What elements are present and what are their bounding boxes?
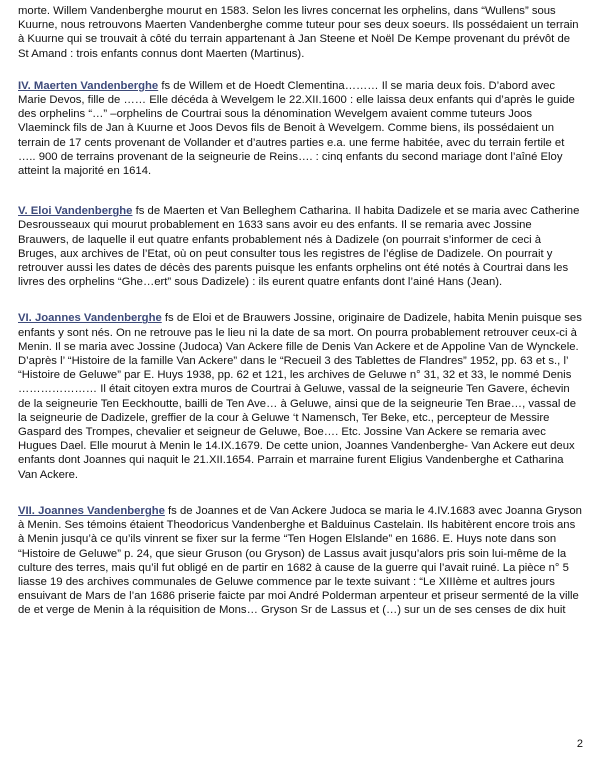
section-heading: V. Eloi Vandenberghe bbox=[18, 205, 133, 218]
document-page bbox=[18, 4, 583, 618]
section-vii-paragraph bbox=[18, 504, 583, 618]
section-heading: IV. Maerten Vandenberghe bbox=[18, 79, 159, 92]
section-heading: VI. Joannes Vandenberghe bbox=[18, 312, 162, 325]
section-iv-paragraph bbox=[18, 79, 583, 178]
intro-paragraph: morte. Willem Vandenberghe mourut en 1583. Selon les livres concernat les orphelins, dans “Wullens” sous Kuurne, nous retrouvons Maerten Vandenberghe comme tuteur pour ses deux soeurs. Ils possédaient un terrain à Kuurne qui se trouvait à côté du terrain appartenant à Jan Steene et Noël De Kempe provenant du prévôt de St Amand : trois enfants connus dont Maerten (Martinus). bbox=[18, 5, 579, 60]
section-body: fs de Joannes et de Van Ackere Judocа se maria le 4.IV.1683 avec Joanna Gryson à Menin. Ses témoins étaient Theodoricus Vandenberghe et Balduinus Castelain. Ils habitèrent encore trois ans à Menin jusqu’à ce qu’ils vinrent se fixer sur la ferme “Ten Hogen Elslande” en 1686. E. Huys note dans son “Histoire de Geluwe” p. 24, que sieur Gruson (ou Gryson) de Lassus avait jusqu’alors pris soin lui-même de la culture des terres, mais qu’il fut obligé en de partir en 1682 à cause de la guerre qui l’avait ruiné. La pièce n° 5 liasse 19 des archives communales de Geluwe commence par le texte suivant : “Le XIIIème et aultres jours ensuivant de Mars de l’an 1686 priserie faicte par moi André Polderman arpenteur et priseur sermenté de la ville de et verge de Menin à la réquisition de Mons… Gryson Sr de Lassus et (…) sur un de ses censes de dix huit bbox=[18, 504, 582, 617]
section-vi-paragraph bbox=[18, 311, 583, 481]
section-body: fs de Willem et de Hoedt Clementina……… Il se maria deux fois. D’abord avec Marie Devos, fille de …… Elle décéda à Wevelgem le 22.XII.1600 : elle laissa deux enfants qui d’après le guide des orphelins “…” –orphelins de Courtrai sous la dénomination Wevelgem avaient comme tuteurs Joos Vlaeminck fils de Jan à Kuurne et Joos Devos fils de Benoit à Wevelgem. Comme biens, ils possédaient un terrain de 17 cents provenant de Vollander et d’autres parties e.a. une ferme habitée, avec du terrain fertile et ….. 900 de terrains provenant de la seigneurie de Reins…. : cinq enfants du second mariage dont l’aîné Eloy atteint la majorité en 1614. bbox=[18, 79, 575, 178]
section-body: fs de Maerten et Van Belleghem Catharina. Il habita Dadizele et se maria avec Catherine Desrousseaux qui mourut probablement en 1633 sans avoir eu des enfants. Il se remaria avec Jossine Brauwers, de laquelle il eut quatre enfants probablement nés à Dadizele (on pourrait s’informer de ceci à Bruges, aux archives de l’Etat, où on peut consulter tous les registres de l’église de Dadizele. On pourrait y retrouver aussi les dates de décès des parents puisque les enfants orphelins ont été notés à Courtrai dans les livres des orphelins “Ghe…ert” sous Dadizele) : ils eurent quatre enfants dont l’ainé Hans (Jean). bbox=[18, 205, 580, 289]
section-heading: VII. Joannes Vandenberghe bbox=[18, 504, 165, 517]
section-body: fs de Eloi et de Brauwers Jossine, originaire de Dadizele, habita Menin puisque ses enfants y sont nés. On ne retrouve pas le lieu ni la date de sa mort. On pourra probablement retrouver ceux-ci à Menin. Il se maria avec Jossine (Judoca) Van Ackere fille de Denis Van Ackere et de Appoline Van de Wynckele. D’après l’ “Histoire de la famille Van Ackere” dans le “Recueil 3 des Tablettes de Flandres” 1952, pp. 63 et s., l’ “Histoire de Geluwe” par E. Huys 1938, pp. 62 et 121, les archives de Geluwe n° 31, 32 et 33, le nommé Denis ………………… Il était citoyen extra muros de Courtrai à Geluwe, vassal de la seigneurie Ten Gavere, échevin de la seigneurie Ten Eeckhoutte, bailli de Ten Ave… à Geluwe, ainsi que de la seigneurie Ten Brae…, vassal de la seigneurie de Dadizele, greffier de la cour à Geluwe ‘t Namensch, Ter Beke, etc., percepteur de Messire Gaspard des Trompes, chevalier et seigneur de Geluwe, Boe…. Etc. Jossine Van Ackere se remaria avec Hugues Dael. Elle mourut à Menin le 14.IX.1679. De cette union, Joannes Vandenberghe- Van Ackere eut deux enfants dont Joannes qui naquit le 21.XII.1654. Parrain et marraine furent Eligius Vandenberghe et Catharina Van Ackere. bbox=[18, 312, 582, 481]
page-number: 2 bbox=[576, 738, 583, 750]
section-v-paragraph bbox=[18, 204, 583, 289]
